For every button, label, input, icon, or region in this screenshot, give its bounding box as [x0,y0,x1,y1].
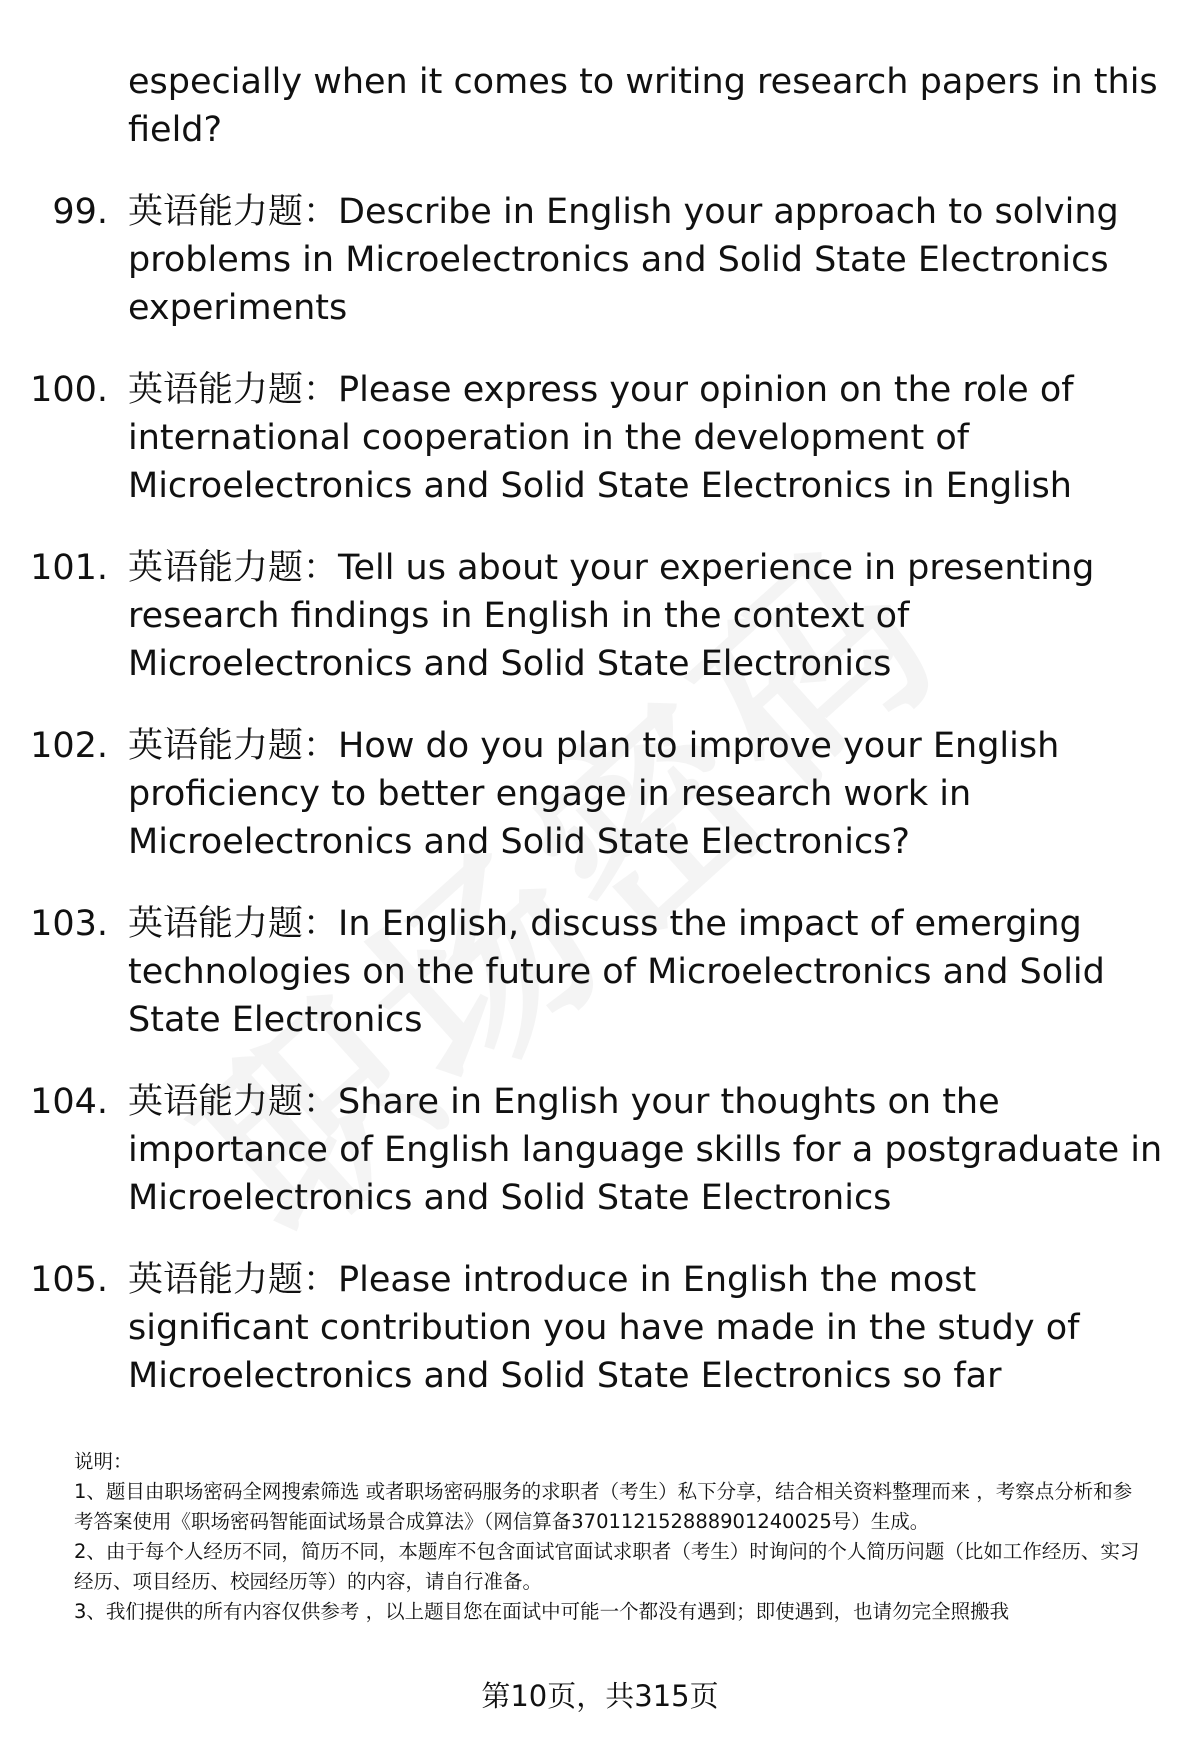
question-category: 英语能力题： [128,1260,339,1300]
question-category: 英语能力题： [128,548,339,588]
question-category: 英语能力题： [128,726,339,766]
question-body [128,366,1168,510]
question-text: Share in English your thoughts on the importance of English language skills for a postgraduate in Microelectronics and Solid State Electronics [128,1082,1163,1218]
note-item: 2、由于每个人经历不同，简历不同，本题库不包含面试官面试求职者（考生）时询问的个人简历问题（比如工作经历、实习经历、项目经历、校园经历等）的内容，请自行准备。 [74,1540,1140,1593]
notes-section [74,1447,1144,1627]
question-body [128,544,1168,688]
question-item [0,1256,1200,1400]
question-body [128,188,1168,332]
question-number: 103. [30,904,108,944]
question-item [0,1078,1200,1222]
question-item [0,544,1200,688]
question-body [128,1256,1168,1400]
question-list [0,188,1200,1400]
note-item: 3、我们提供的所有内容仅供参考 ，以上题目您在面试中可能一个都没有遇到；即使遇到，也请勿完全照搬我 [74,1600,1010,1623]
question-item [0,900,1200,1044]
question-body [128,1078,1168,1222]
question-number: 99. [52,192,108,232]
question-category: 英语能力题： [128,1082,339,1122]
question-text: In English, discuss the impact of emerging technologies on the future of Microelectronics and Solid State Electronics [128,904,1105,1040]
continuation-text: especially when it comes to writing research papers in this field? [128,62,1158,150]
question-category: 英语能力题： [128,370,339,410]
question-text: How do you plan to improve your English proficiency to better engage in research work in Microelectronics and Solid State Electronics? [128,726,1060,862]
question-item [0,188,1200,332]
question-text: Describe in English your approach to solving problems in Microelectronics and Solid State Electronics experiments [128,192,1119,328]
question-number: 102. [30,726,108,766]
question-item [0,722,1200,866]
question-category: 英语能力题： [128,192,339,232]
question-body [128,900,1168,1044]
question-category: 英语能力题： [128,904,339,944]
question-number: 100. [30,370,108,410]
question-text: Please introduce in English the most significant contribution you have made in the study of Microelectronics and Solid State Electronics so far [128,1260,1080,1396]
note-item: 1、题目由职场密码全网搜索筛选 或者职场密码服务的求职者（考生）私下分享，结合相关资料整理而来 ，考察点分析和参考答案使用《职场密码智能面试场景合成算法》（网信算备370112152888901240025号）生成。 [74,1480,1133,1533]
question-text: Please express your opinion on the role of international cooperation in the development of Microelectronics and Solid State Electronics in English [128,370,1074,506]
question-body [128,722,1168,866]
page-number: 第10页，共315页 [481,1679,719,1713]
question-text: Tell us about your experience in presenting research findings in English in the context of Microelectronics and Solid State Electronics [128,548,1095,684]
question-number: 101. [30,548,108,588]
question-number: 104. [30,1082,108,1122]
question-number: 105. [30,1260,108,1300]
notes-title: 说明： [74,1450,133,1473]
document-content [0,58,1200,1400]
question-item [0,366,1200,510]
